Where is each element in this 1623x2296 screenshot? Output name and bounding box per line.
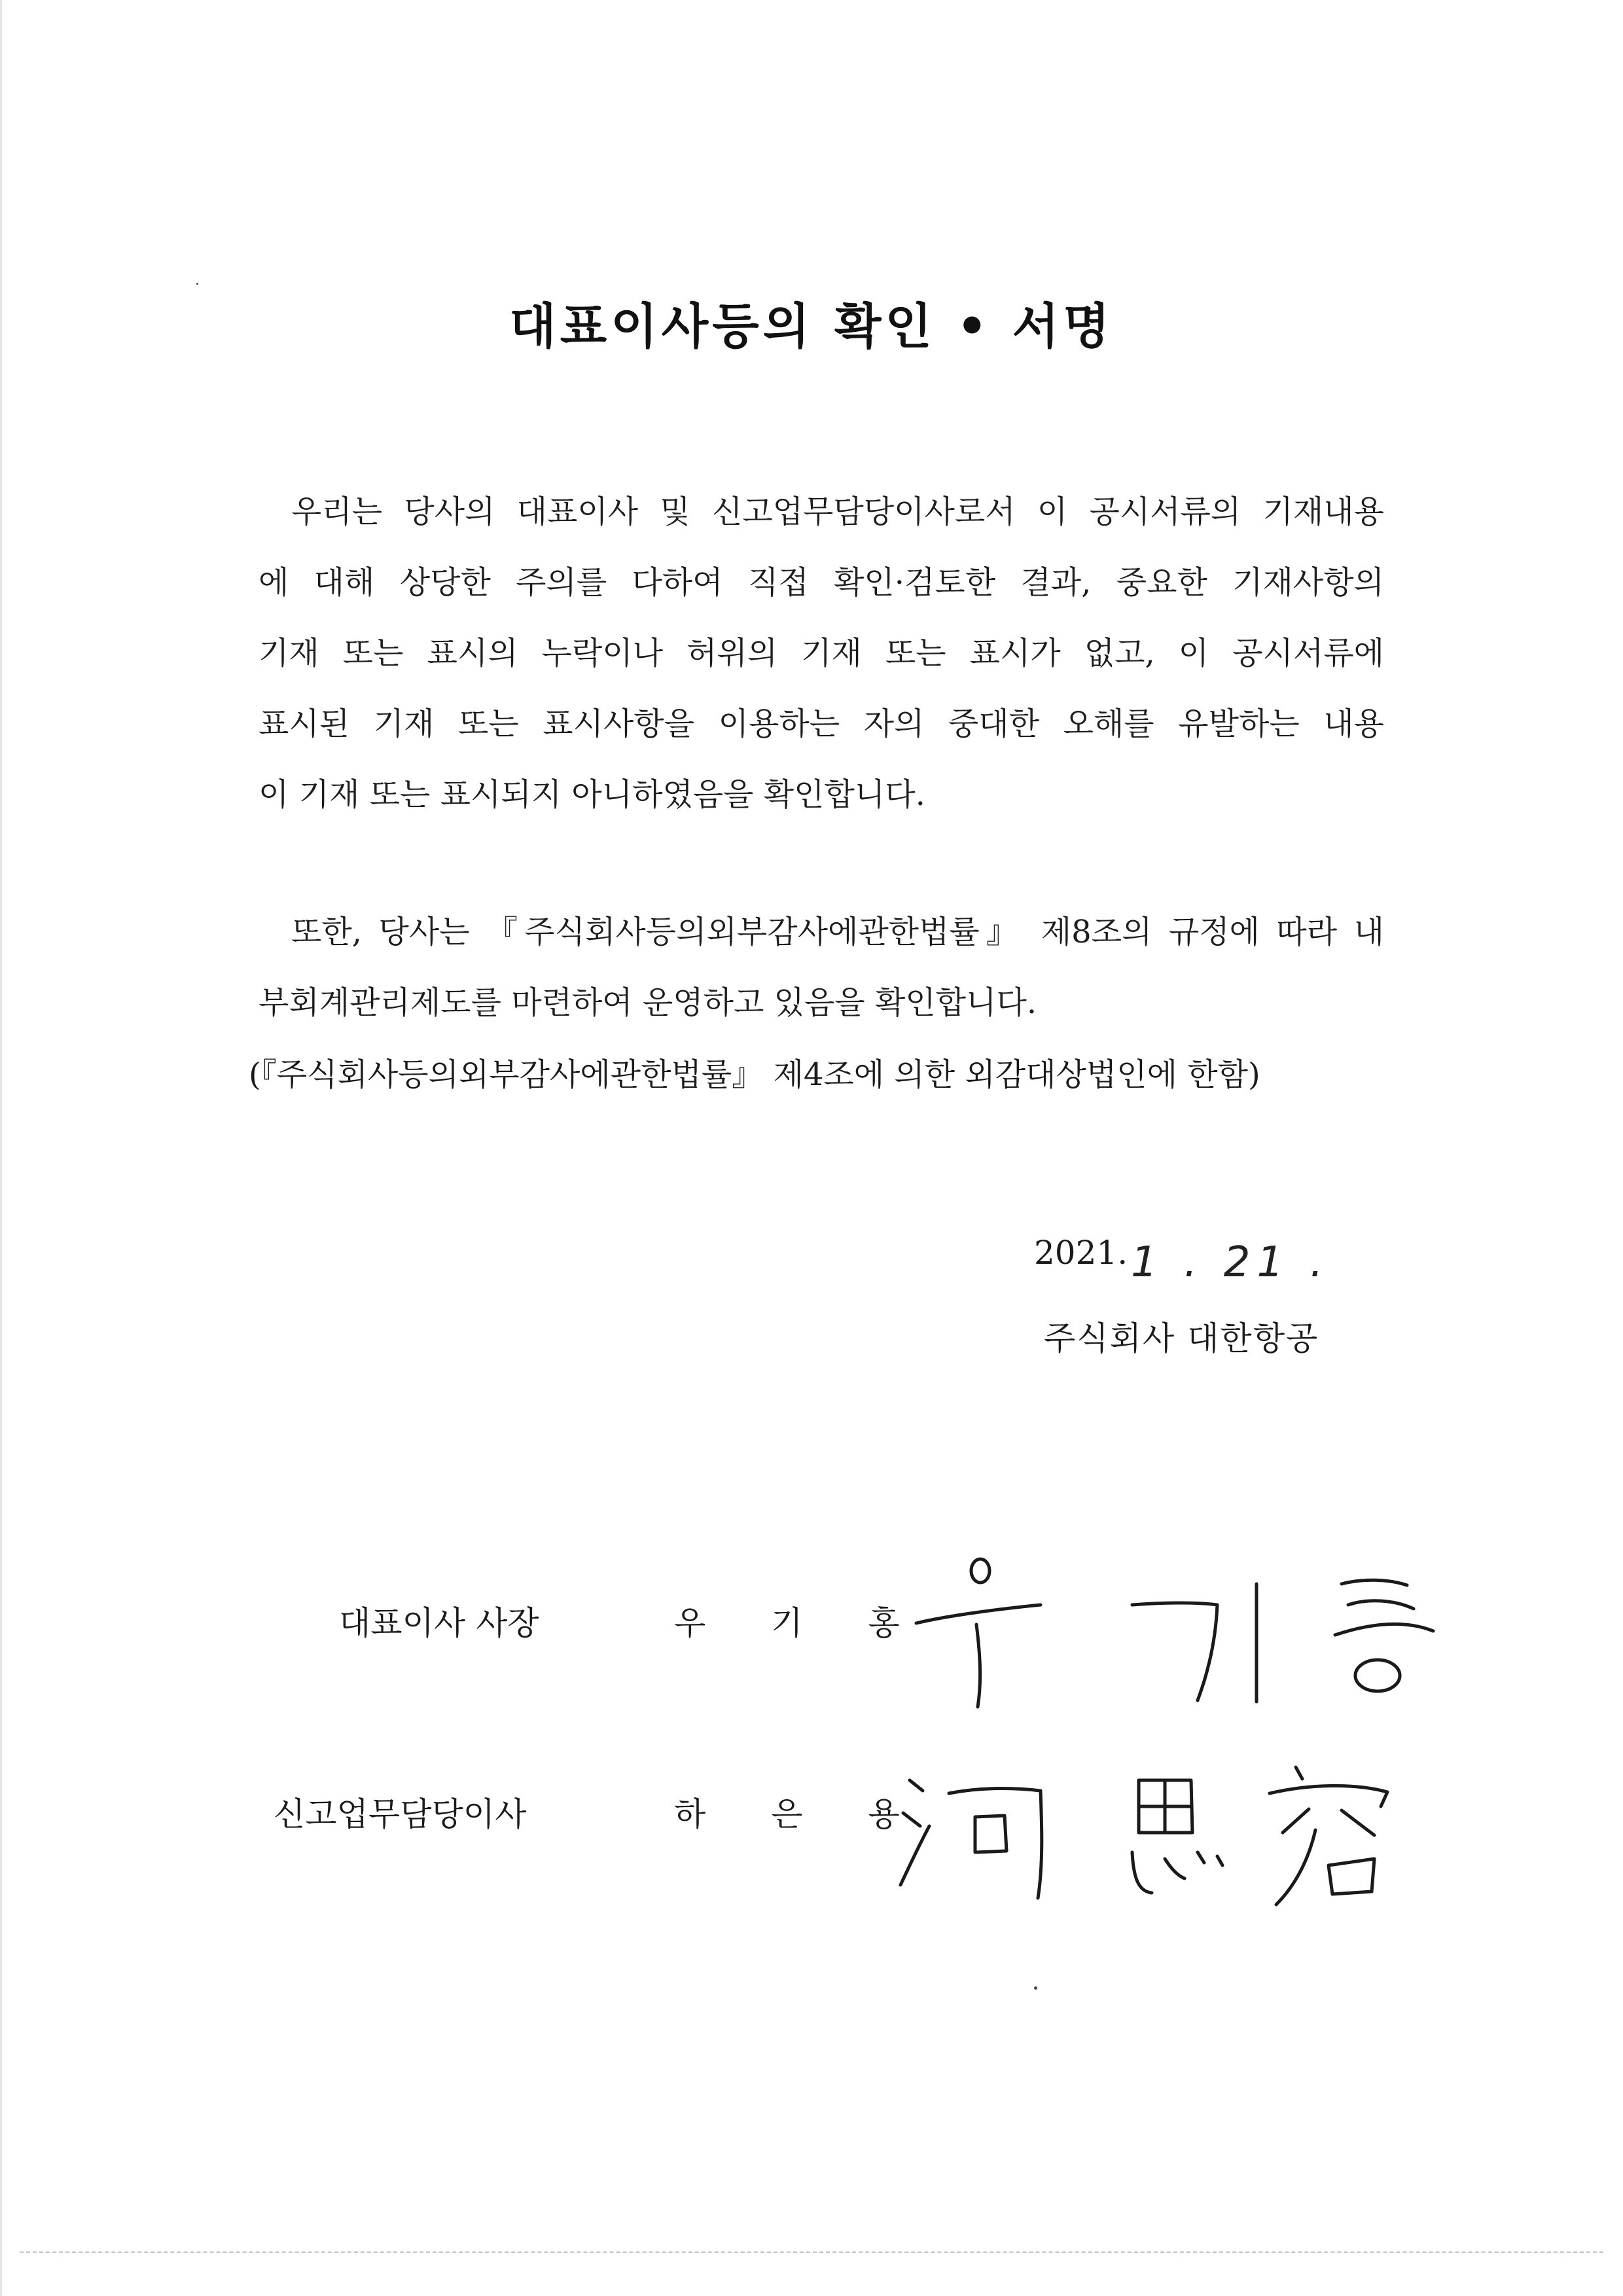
cfo-role: 신고업무담당이사 <box>274 1795 527 1833</box>
ceo-signature <box>890 1545 1440 1728</box>
paragraph-line: 표시된 기재 또는 표시사항을 이용하는 자의 중대한 오해를 유발하는 내용 <box>259 706 1384 742</box>
paragraph-line: 부회계관리제도를 마련하여 운영하고 있음을 확인합니다. <box>259 984 1037 1021</box>
ceo-name: 우 기 홍 <box>674 1604 927 1642</box>
cfo-name: 하 은 용 <box>674 1795 927 1833</box>
paragraph-line: 우리는 당사의 대표이사 및 신고업무담당이사로서 이 공시서류의 기재내용 <box>291 493 1384 530</box>
applicability-note: (『주식회사등의외부감사에관한법률』 제4조에 의한 외감대상법인에 한함) <box>249 1056 1260 1093</box>
paragraph-line: 또한, 당사는 『주식회사등의외부감사에관한법률』 제8조의 규정에 따라 내 <box>291 914 1384 950</box>
ceo-role: 대표이사 사장 <box>339 1604 539 1642</box>
document-title: 대표이사등의 확인 • 서명 <box>509 298 1114 355</box>
company-name: 주식회사 대한항공 <box>1044 1319 1319 1357</box>
paragraph-line: 에 대해 상당한 주의를 다하여 직접 확인·검토한 결과, 중요한 기재사항의 <box>259 564 1384 601</box>
cfo-signature <box>890 1754 1440 1911</box>
internal-control-paragraph <box>259 897 1384 1038</box>
scan-speck <box>196 283 198 285</box>
paragraph-line: 기재 또는 표시의 누락이나 허위의 기재 또는 표시가 없고, 이 공시서류에 <box>259 635 1384 672</box>
date-handwritten: 1 . 21 . <box>1131 1238 1330 1287</box>
date-printed: 2021. <box>1034 1234 1128 1272</box>
paragraph-line: 이 기재 또는 표시되지 아니하였음을 확인합니다. <box>259 776 925 813</box>
scan-speck <box>1034 1986 1037 1990</box>
scan-bottom-edge <box>20 2251 1603 2253</box>
confirmation-paragraph <box>259 476 1384 830</box>
